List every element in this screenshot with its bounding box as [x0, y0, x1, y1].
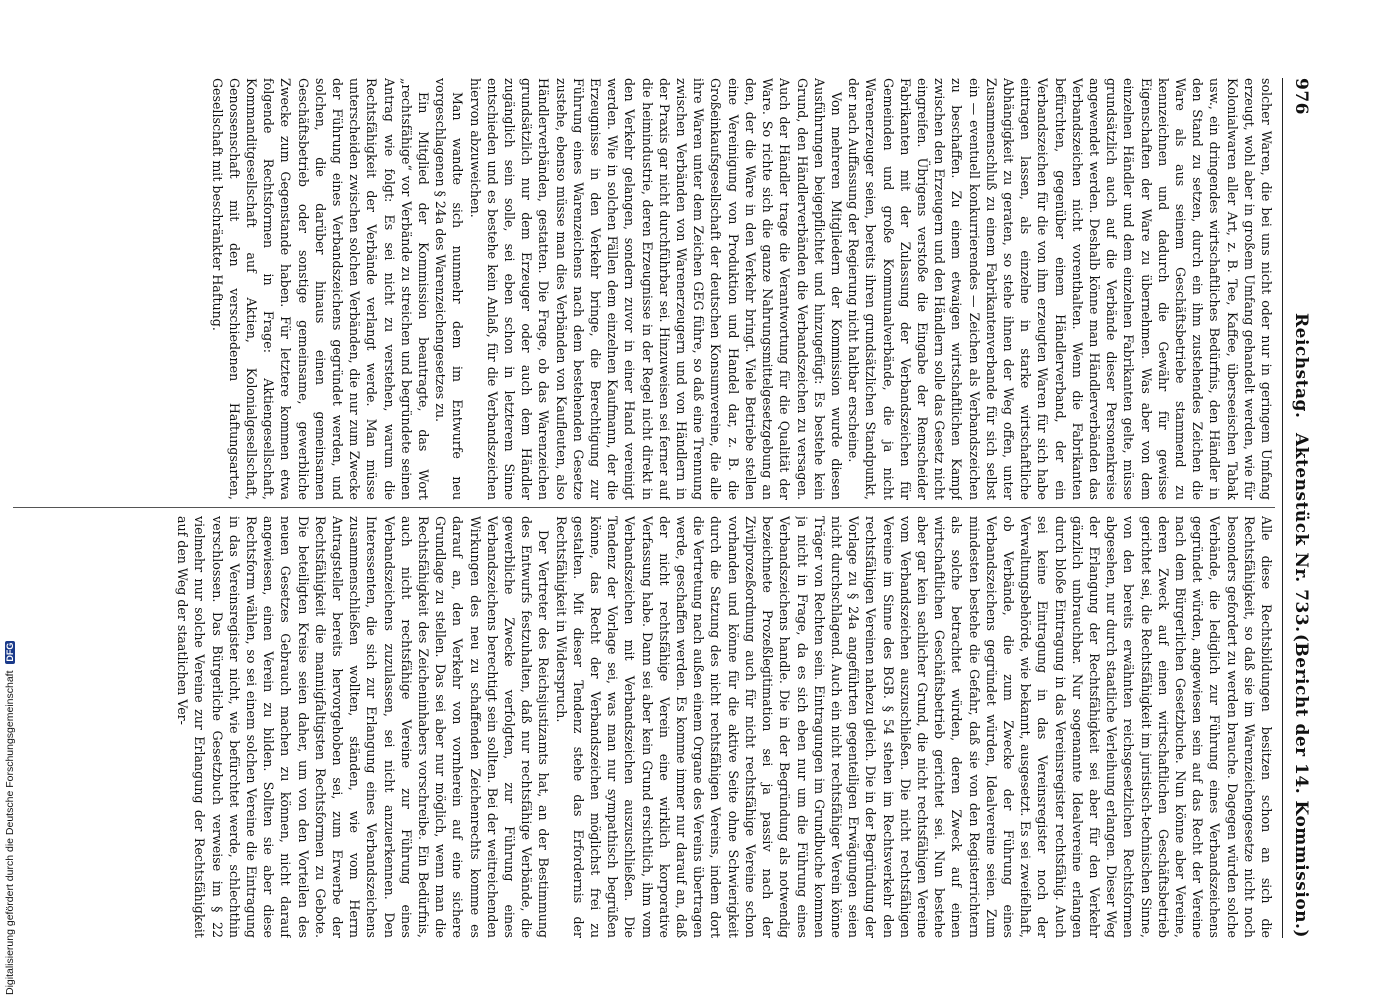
digitization-credit	[4, 641, 16, 995]
header-report: (Bericht der 14. Kommission.)	[1291, 633, 1311, 938]
header-document: Aktenstück Nr. 733.	[1291, 433, 1311, 633]
header-rule	[1282, 78, 1283, 938]
credit-text: Digitalisierung gefördert durch die Deutsche Forschungsgemeinschaft	[4, 670, 16, 995]
right-column	[5, 516, 1275, 938]
column-divider	[13, 507, 1275, 508]
left-column	[5, 78, 1275, 500]
page-number: 976	[1291, 78, 1311, 115]
paragraph: Ein Mitglied der Kommission beantragte, das Wort „rechtsfähige“ vor Verbände zu streichen und begründete seinen Antrag wie folgt: Es sei nicht zu verstehen, warum die Rechtsfähigkeit der Verbände verlangt werde. Man müsse unterscheiden zwischen solchen Verbänden, die nur zum Zwecke der Führung eines Verbandszeichens gegründet werden, und solchen, die darüber hinaus einen gemeinsamen Geschäftsbetrieb oder sonstige gemeinsame, gewerbliche Zwecke zum Gegenstande haben. Für letztere kommen etwa folgende Rechtsformen in Frage: Aktiengesellschaft, Kommanditgesellschaft auf Aktien, Kolonialgesellschaft, Genossenschaft mit den verschiedenen Haftungsarten, Gesellschaft mit beschränkter Haftung.	[209, 78, 432, 500]
dfg-logo: DFG	[5, 642, 15, 662]
header-title: Reichstag.	[1291, 313, 1311, 419]
page-header	[1285, 78, 1311, 938]
paragraph: Der Vertreter des Reichsjustizamts hat, an der Bestimmung des Entwurfs festzuhalten, daß nur rechtsfähige Verbände, die gewerbliche Zwecke verfolgten, zur Führung eines Verbandszeichens berechtigt sein sollten. Bei der weitreichenden Wirkungen des neu zu schaffenden Zeichenrechts komme es darauf an, den Verkehr von vornherein auf eine sichere Grundlage zu stellen. Das sei aber nur möglich, wenn man die Rechtsfähigkeit des Zeicheninhabers vorschreibe. Ein Bedürfnis, auch nicht rechtsfähige Vereine zur Führung eines Verbandszeichens zuzulassen, sei nicht anzuerkennen. Den Interessenten, die sich zur Erlangung eines Verbandszeichens zusammenschließen wollten, ständen, wie vom Herrn Antragsteller bereits hervorgehoben sei, zum Erwerbe der Rechtsfähigkeit die mannigfaltigsten Rechtsformen zu Gebote. Die beteiligten Kreise seien daher, um von den Vorteilen des neuen Gesetzes Gebrauch machen zu können, nicht darauf angewiesen, einen Verein zu bilden. Sollten sie aber diese Rechtsform wählen, so sei einem solchen Vereine die Eintragung in das Vereinsregister nicht, wie befürchtet werde, schlechthin verschlossen. Das Bürgerliche Gesetzbuch verweise im § 22 vielmehr nur solche Vereine zur Erlangung der Rechtsfähigkeit auf den Weg der staatlichen Ver-	[175, 516, 552, 938]
paragraph: Von mehreren Mitgliedern der Kommission wurde diesen Ausführungen beigepflichtet und hinzugefügt: Es bestehe kein Grund, den Händlerverbänden die Verbandszeichen zu versagen. Auch der Händler trage die Verantwortung für die Qualität der Ware. So richte sich die ganze Nahrungsmittelgesetzgebung an den, der die Ware in den Verkehr bringt. Viele Betriebe stellen eine Vereinigung von Produktion und Handel dar, z. B. die Großeinkaufsgesellschaft der deutschen Konsumvereine, die alle ihre Waren unter dem Zeichen GEG führe, so daß eine Trennung zwischen Verbänden von Warenerzeugern und von Händlern in der Praxis gar nicht durchführbar sei. Hinzuweisen sei ferner auf die heimindustrie, deren Erzeugnisse in der Regel nicht direkt in den Verkehr gelangen, sondern zuvor in einer Hand vereinigt werden. Wie in solchen Fällen dem einzelnen Kaufmann, der die Erzeugnisse in den Verkehr bringe, die Berechtigung zur Führung eines Warenzeichens nach dem bestehenden Gesetze zustehe, ebenso müsse man dies Verbänden von Kaufleuten, also Händlerverbänden, gestatten. Die Frage, ob das Warenzeichen grundsätzlich nur dem Erzeuger oder auch dem Händler zugänglich sein solle, sei eben schon in letzterem Sinne entschieden und es bestehe kein Anlaß, für die Verbandszeichen hiervon abzuweichen.	[467, 78, 844, 500]
paragraph: solcher Waren, die bei uns nicht oder nur in geringem Umfang erzeugt, wohl aber in großem Umfang gehandelt werden, wie für Kolonialwaren aller Art, z. B. Tee, Kaffee, überseeischen Tabak usw., ein dringendes wirtschaftliches Bedürfnis, den Händler in den Stand zu setzen, durch ein ihm zustehendes Zeichen die Ware als aus seinem Geschäftsbetriebe stammend zu kennzeichnen und dadurch die Gewähr für gewisse Eigenschaften der Ware zu übernehmen. Was aber von dem einzelnen Händler und dem einzelnen Fabrikanten gelte, müsse grundsätzlich auch auf die Verbände dieser Personenkreise angewendet werden. Deshalb könne man Händlerverbänden das Verbandszeichen nicht vorenthalten. Wenn die Fabrikanten befürchten, gegenüber einem Händlerverband, der ein Verbandszeichen für die von ihm erzeugten Waren für sich habe eintragen lassen, als einzelne in starke wirtschaftliche Abhängigkeit zu geraten, so stehe ihnen der Weg offen, unter Zusammenschluß zu einem Fabrikantenverbande für sich selbst ein — eventuell konkurrierendes — Zeichen als Verbandszeichen zu beschaffen. Zu einem etwaigen wirtschaftlichen Kampf zwischen den Erzeugern und den Händlern solle das Gesetz nicht eingreifen. Übrigens verstoße die Eingabe der Remscheider Fabrikanten mit der Zulassung der Verbandszeichen für Gemeinden und große Kommunalverbände, die ja nicht Warenerzeuger seien, bereits ihren grundsätzlichen Standpunkt, der nach Auffassung der Regierung nicht haltbar erscheine.	[846, 78, 1274, 500]
paragraph: Man wandte sich nunmehr dem im Entwurfe neu vorgeschlagenen § 24a des Warenzeichengesetzes zu.	[433, 78, 466, 500]
paragraph: Alle diese Rechtsbildungen besitzen schon an sich die Rechtsfähigkeit, so daß sie im Warenzeichengesetze nicht noch besonders gefordert zu werden brauche. Dagegen würden solche Verbände, die lediglich zur Führung eines Verbandszeichens gegründet würden, angewiesen sein auf das Recht der Vereine nach dem Bürgerlichen Gesetzbuche. Nun könne aber Vereine, deren Zweck auf einen wirtschaftlichen Geschäftsbetrieb gerichtet sei, die Rechtsfähigkeit im juristisch-technischen Sinne, von den bereits erwähnten reichsgesetzlichen Rechtsformen abgesehen, nur durch staatliche Verleihung erlangen. Dieser Weg der Erlangung der Rechtsfähigkeit sei aber für den Verkehr gänzlich unbrauchbar. Nur sogenannte Idealvereine erlangen durch bloße Eintragung in das Vereinsregister rechtsfähig. Auch sei keine Eintragung in das Vereinsregister noch der Verwaltungsbehörde, wie bekannt, ausgesetzt. Es sei zweifelhaft, ob Verbände, die zum Zwecke der Führung eines Verbandszeichens gegründet würden, Idealvereine seien. Zum mindesten bestehe die Gefahr, daß sie von den Registerrichtern als solche betrachtet würden, deren Zweck auf einen wirtschaftlichen Geschäftsbetrieb gerichtet sei. Nun bestehe aber gar kein sachlicher Grund, die nicht rechtsfähigen Vereine vom Verbandszeichen auszuschließen. Die nicht rechtsfähigen Vereine im Sinne des BGB. § 54 stehen im Rechtsverkehr den rechtsfähigen Vereinen nahezu gleich. Die in der Begründung der Vorlage zu § 24a angeführten gegenteiligen Erwägungen seien nicht durchschlagend. Auch ein nicht rechtsfähiger Verein könne Träger von Rechten sein. Eintragungen im Grundbuche kommen ja nicht in Frage, da es sich eben nur um die Führung eines Verbandszeichens handle. Die in der Begründung als notwendig bezeichnete Prozeßlegitimation sei ja passiv nach der Zivilprozeßordnung auch für nicht rechtsfähige Vereine schon vorhanden und könne für die aktive Seite ohne Schwierigkeit durch die Satzung des nicht rechtsfähigen Vereins, indem dort die Vertretung nach außen einem Organe des Vereins übertragen werde, geschaffen werden. Es komme immer nur darauf an, daß der nicht rechtsfähige Verein eine wirklich korporative Verfassung habe. Dann sei aber kein Grund ersichtlich, ihm vom Verbandszeichen mit Verbandszeichen auszuschließen. Die Tendenz der Vorlage sei, was man nur sympathisch begrüßen könne, das Recht der Verbandszeichen möglichst frei zu gestalten. Mit dieser Tendenz stehe das Erfordernis der Rechtsfähigkeit in Widerspruch.	[553, 516, 1274, 938]
